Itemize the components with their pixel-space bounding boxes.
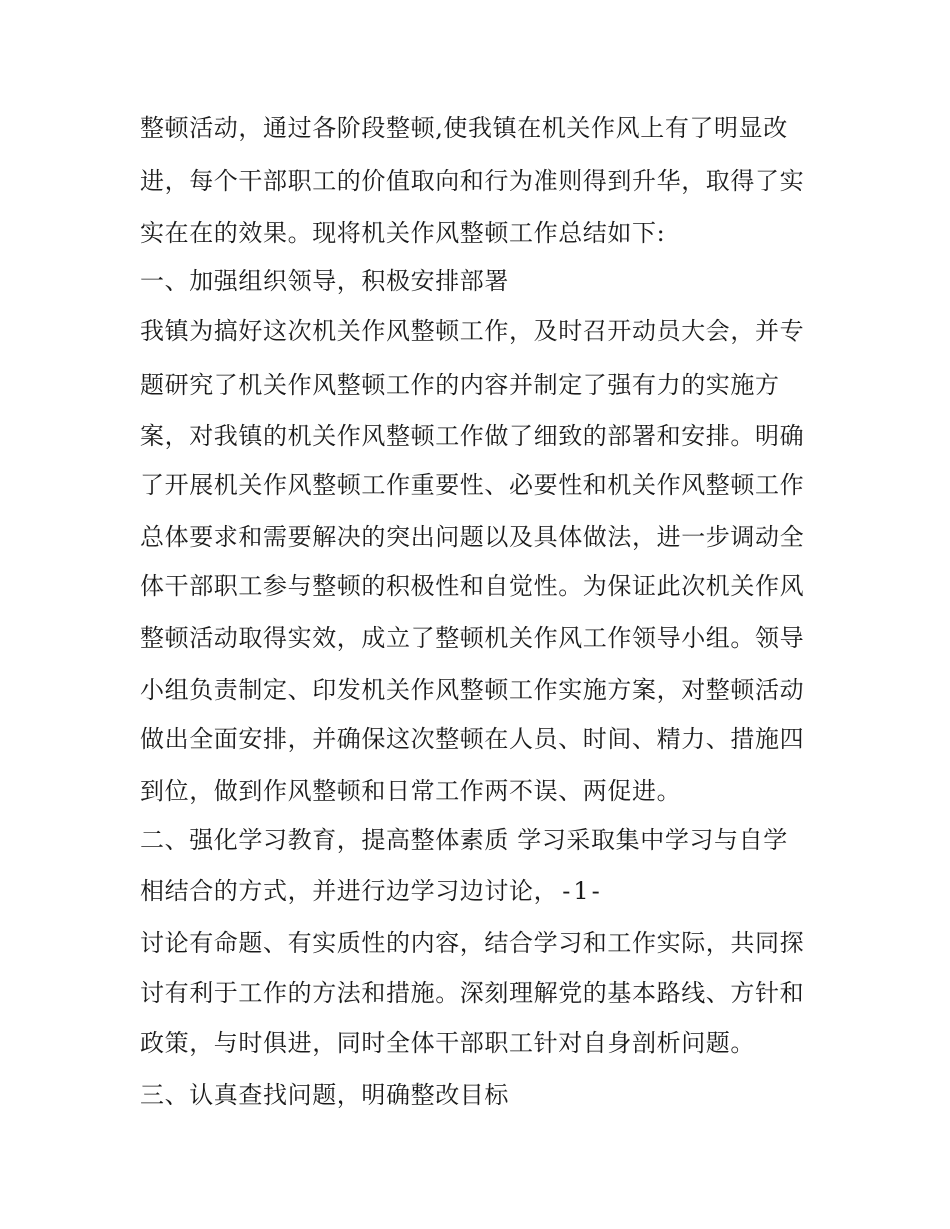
text-line: 案，对我镇的机关作风整顿工作做了细致的部署和安排。明确 [140,422,805,450]
text-line: 到位，做到作风整顿和日常工作两不误、两促进。 [140,777,682,805]
page-number: -1- [562,877,603,905]
text-line: 了开展机关作风整顿工作重要性、必要性和机关作风整顿工作 [140,471,805,499]
text-line: 实在在的效果。现将机关作风整顿工作总结如下: [140,219,666,247]
section-heading: 二、强化学习教育，提高整体素质 学习采取集中学习与自学 [140,826,788,854]
section-heading: 一、加强组织领导，积极安排部署 [140,267,509,295]
text-line: 整顿活动，通过各阶段整顿,使我镇在机关作风上有了明显改 [140,114,788,142]
text-line: 做出全面安排，并确保这次整顿在人员、时间、精力、措施四 [140,725,805,753]
text-line: 相结合的方式，并进行边学习边讨论， [140,877,559,905]
text-line: 小组负责制定、印发机关作风整顿工作实施方案，对整顿活动 [140,676,805,704]
text-line: 题研究了机关作风整顿工作的内容并制定了强有力的实施方 [140,371,780,399]
text-line: 讨论有命题、有实质性的内容，结合学习和工作实际，共同探 [140,929,805,957]
text-line: 体干部职工参与整顿的积极性和自觉性。为保证此次机关作风 [140,572,805,600]
section-heading: 三、认真查找问题，明确整改目标 [140,1081,509,1109]
text-line: 总体要求和需要解决的突出问题以及具体做法，进一步调动全 [140,523,805,551]
text-line: 政策，与时俱进，同时全体干部职工针对自身剖析问题。 [140,1029,755,1057]
text-line-with-page-number [140,876,603,906]
text-line: 讨有利于工作的方法和措施。深刻理解党的基本路线、方针和 [140,979,805,1007]
text-line: 进，每个干部职工的价值取向和行为准则得到升华，取得了实 [140,167,805,195]
text-line: 我镇为搞好这次机关作风整顿工作，及时召开动员大会，并专 [140,317,805,345]
text-line: 整顿活动取得实效，成立了整顿机关作风工作领导小组。领导 [140,624,805,652]
